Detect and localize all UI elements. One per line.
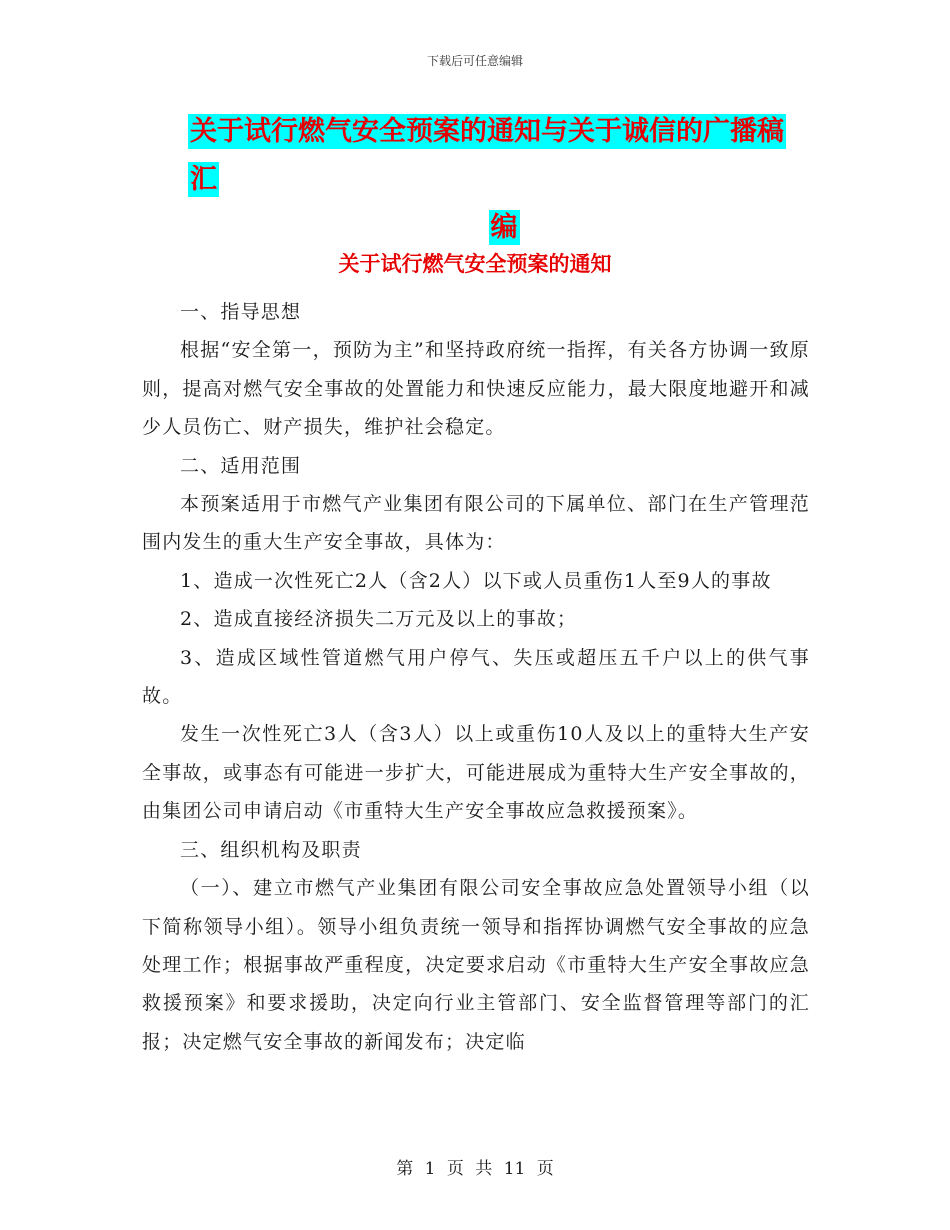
document-title-line-1: 关于试行燃气安全预案的通知与关于诚信的广播稿汇 <box>190 116 784 195</box>
paragraph: 发生一次性死亡3人（含3人）以上或重伤10人及以上的重特大生产安全事故，或事态有可能进一步扩大，可能进展成为重特大生产安全事故的，由集团公司申请启动《市重特大生产安全事故应急救援预案》。 <box>142 723 810 823</box>
paragraph: （一）、建立市燃气产业集团有限公司安全事故应急处置领导小组（以下简称领导小组）。领导小组负责统一领导和指挥协调燃气安全事故的应急处理工作；根据事故严重程度，决定要求启动《市重特大生产安全事故应急救援预案》和要求援助，决定向行业主管部门、安全监督管理等部门的汇报；决定燃气安全事故的新闻发布；决定临 <box>142 877 810 1053</box>
page-header: 下载后可任意编辑 <box>426 54 523 68</box>
page-footer: 第 1 页 共 11 页 <box>396 1159 554 1179</box>
document-title-line-2: 编 <box>490 212 518 243</box>
section-title: 关于试行燃气安全预案的通知 <box>338 251 612 276</box>
paragraph-heading-guiding-ideology: 一、指导思想 <box>180 301 302 323</box>
paragraph: 本预案适用于市燃气产业集团有限公司的下属单位、部门在生产管理范围内发生的重大生产安全事故，具体为： <box>142 493 810 554</box>
paragraph-heading-scope: 二、适用范围 <box>180 454 302 477</box>
document-title <box>188 108 808 252</box>
paragraph: 根据“安全第一，预防为主”和坚持政府统一指挥，有关各方协调一致原则，提高对燃气安全事故的处置能力和快速反应能力，最大限度地避开和减少人员伤亡、财产损失，维护社会稳定。 <box>142 339 810 439</box>
document-body <box>142 293 810 1061</box>
paragraph-list-item: 1、造成一次性死亡2人（含2人）以下或人员重伤1人至9人的事故 <box>180 569 772 592</box>
paragraph-heading-organization: 三、组织机构及职责 <box>180 838 362 861</box>
paragraph-list-item: 2、造成直接经济损失二万元及以上的事故； <box>180 608 578 631</box>
paragraph-list-item: 3、造成区域性管道燃气用户停气、失压或超压五千户以上的供气事故。 <box>142 646 810 708</box>
